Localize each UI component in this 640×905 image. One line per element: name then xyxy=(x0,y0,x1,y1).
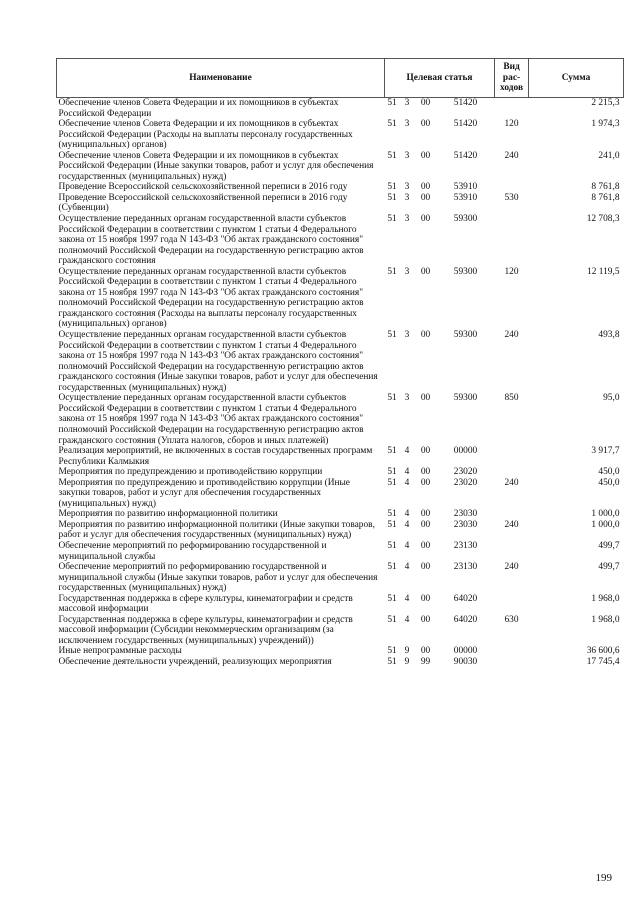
row-name: Проведение Всероссийской сельскохозяйственной переписи в 2016 году xyxy=(58,182,348,193)
table-row xyxy=(57,646,624,657)
row-expense-type xyxy=(495,646,529,657)
table-row xyxy=(57,467,624,478)
row-sum: 1 968,0 xyxy=(591,614,620,625)
row-expense-type: 120 xyxy=(504,266,519,277)
row-expense-type xyxy=(495,467,529,478)
row-expense-type: 240 xyxy=(504,477,519,488)
table-row xyxy=(57,562,624,594)
row-code-b: 4 xyxy=(404,540,410,551)
row-code-a: 51 xyxy=(387,646,397,657)
row-code-c: 99 xyxy=(420,656,431,667)
table-row xyxy=(57,214,624,267)
row-code-d: 51420 xyxy=(453,119,478,130)
row-name: Государственная поддержка в сфере культуры, кинематографии и средств массовой информации xyxy=(58,593,353,615)
row-code-c: 00 xyxy=(420,393,431,404)
row-code-c: 00 xyxy=(420,646,431,657)
row-code-a: 51 xyxy=(387,593,397,604)
row-code-c: 00 xyxy=(420,446,431,457)
row-code-b: 3 xyxy=(404,330,410,341)
row-code-a: 51 xyxy=(387,446,397,457)
row-name: Осуществление переданных органам государственной власти субъектов Российской Федерации в соответствии с пунктом 1 статьи 4 Федерального закона от 15 ноября 1997 года N 143-ФЗ "Об актах гражданского состояния" полномочий Российской Федерации на государственную регистрацию актов гражданского состояния (Уплата налогов, сборов и иных платежей) xyxy=(58,393,364,446)
row-code-a: 51 xyxy=(387,214,397,225)
row-code-d: 53910 xyxy=(453,192,478,203)
row-sum: 2 215,3 xyxy=(591,98,620,108)
row-code-c: 00 xyxy=(420,614,431,625)
table-row xyxy=(57,541,624,562)
row-sum: 450,0 xyxy=(598,477,620,488)
row-code-a: 51 xyxy=(387,509,397,520)
row-sum: 36 600,6 xyxy=(586,646,620,657)
table-row xyxy=(57,446,624,467)
row-code-d: 59300 xyxy=(453,214,478,225)
row-code-b: 4 xyxy=(404,562,410,573)
row-name: Мероприятия по развитию информационной политики xyxy=(58,509,278,520)
row-code-b: 4 xyxy=(404,467,410,478)
row-code-d: 00000 xyxy=(453,646,478,657)
row-sum: 12 119,5 xyxy=(587,266,620,277)
row-code-d: 23030 xyxy=(453,509,478,520)
row-code-c: 00 xyxy=(420,540,431,551)
row-code-a: 51 xyxy=(387,330,397,341)
row-sum: 1 000,0 xyxy=(591,509,620,520)
row-code-a: 51 xyxy=(387,540,397,551)
row-expense-type: 850 xyxy=(504,393,519,404)
table-row xyxy=(57,182,624,193)
row-name: Осуществление переданных органам государственной власти субъектов Российской Федерации в соответствии с пунктом 1 статьи 4 Федерального закона от 15 ноября 1997 года N 143-ФЗ "Об актах гражданского состояния" полномочий Российской Федерации на государственную регистрацию актов гражданского состояния (Иные закупки товаров, работ и услуг для обеспечения государственных (муниципальных) нужд) xyxy=(58,330,378,393)
row-code-a: 51 xyxy=(387,98,397,108)
row-code-a: 51 xyxy=(387,519,397,530)
row-sum: 8 761,8 xyxy=(591,182,620,193)
row-name: Мероприятия по предупреждению и противодействию коррупции xyxy=(58,467,323,478)
table-row xyxy=(57,478,624,510)
row-code-a: 51 xyxy=(387,614,397,625)
row-code-d: 59300 xyxy=(453,330,478,341)
row-sum: 499,7 xyxy=(598,540,620,551)
row-expense-type: 240 xyxy=(504,330,519,341)
row-name: Обеспечение мероприятий по реформированию государственной и муниципальной службы (Иные закупки товаров, работ и услуг для обеспечения государственных (муниципальных) нужд) xyxy=(58,562,378,594)
row-code-c: 00 xyxy=(420,330,431,341)
row-name: Обеспечение членов Совета Федерации и их помощников в субъектах Российской Федерации xyxy=(58,98,339,119)
row-code-d: 90030 xyxy=(453,656,478,667)
row-sum: 95,0 xyxy=(603,393,620,404)
row-code-a: 51 xyxy=(387,467,397,478)
row-expense-type: 240 xyxy=(504,519,519,530)
row-expense-type xyxy=(495,657,529,668)
row-code-c: 00 xyxy=(420,562,431,573)
row-code-b: 3 xyxy=(404,182,410,193)
header-target-article: Целевая статья xyxy=(385,59,495,98)
row-sum: 1 974,3 xyxy=(591,119,620,130)
row-code-c: 00 xyxy=(420,119,431,130)
row-sum: 12 708,3 xyxy=(586,214,620,225)
table-row xyxy=(57,98,624,120)
row-code-d: 23020 xyxy=(453,477,478,488)
row-code-b: 9 xyxy=(404,646,410,657)
row-code-d: 23130 xyxy=(453,540,478,551)
row-name: Осуществление переданных органам государственной власти субъектов Российской Федерации в соответствии с пунктом 1 статьи 4 Федерального закона от 15 ноября 1997 года N 143-ФЗ "Об актах гражданского состояния" полномочий Российской Федерации на государственную регистрацию актов гражданского состояния (Расходы на выплаты персоналу государственных (муниципальных) органов) xyxy=(58,266,364,330)
row-code-d: 00000 xyxy=(453,446,478,457)
row-name: Обеспечение членов Совета Федерации и их помощников в субъектах Российской Федерации (Иные закупки товаров, работ и услуг для обеспечения государственных (муниципальных) нужд) xyxy=(58,150,374,182)
row-code-a: 51 xyxy=(387,182,397,193)
table-row xyxy=(57,657,624,668)
table-body xyxy=(57,98,624,668)
row-name: Проведение Всероссийской сельскохозяйственной переписи в 2016 году (Субвенции) xyxy=(58,192,348,214)
row-code-b: 3 xyxy=(404,192,410,203)
row-code-d: 64020 xyxy=(453,593,478,604)
row-expense-type: 630 xyxy=(504,614,519,625)
row-sum: 493,8 xyxy=(598,330,620,341)
row-code-b: 4 xyxy=(404,477,410,488)
table-row xyxy=(57,267,624,330)
table-row xyxy=(57,393,624,446)
row-code-c: 00 xyxy=(420,477,431,488)
row-code-d: 59300 xyxy=(453,266,478,277)
row-name: Обеспечение членов Совета Федерации и их помощников в субъектах Российской Федерации (Расходы на выплаты персоналу государственных (муниципальных) органов) xyxy=(58,119,353,151)
row-code-a: 51 xyxy=(387,656,397,667)
row-expense-type: 240 xyxy=(504,562,519,573)
row-expense-type xyxy=(495,98,529,120)
row-name: Реализация мероприятий, не включенных в состав государственных программ Республики Калмыкия xyxy=(58,446,373,467)
row-expense-type: 240 xyxy=(504,150,519,161)
row-code-c: 00 xyxy=(420,98,431,108)
table-row xyxy=(57,520,624,541)
row-code-c: 00 xyxy=(420,182,431,193)
row-sum: 450,0 xyxy=(598,467,620,478)
table-header-row xyxy=(57,59,624,98)
row-code-a: 51 xyxy=(387,150,397,161)
row-name: Мероприятия по развитию информационной политики (Иные закупки товаров, работ и услуг для обеспечения государственных (муниципальных) нужд) xyxy=(58,519,375,541)
row-code-d: 23030 xyxy=(453,519,478,530)
row-name: Обеспечение деятельности учреждений, реализующих мероприятия xyxy=(58,656,332,667)
row-code-c: 00 xyxy=(420,214,431,225)
row-code-c: 00 xyxy=(420,509,431,520)
row-code-d: 64020 xyxy=(453,614,478,625)
row-code-c: 00 xyxy=(420,467,431,478)
row-name: Мероприятия по предупреждению и противодействию коррупции (Иные закупки товаров, работ и услуг для обеспечения государственных (муниципальных) нужд) xyxy=(58,477,350,509)
header-expense-type: Вид рас-ходов xyxy=(495,59,529,98)
header-sum: Сумма xyxy=(529,59,624,98)
row-code-d: 53910 xyxy=(453,182,478,193)
row-name: Государственная поддержка в сфере культуры, кинематографии и средств массовой информации (Субсидии некоммерческим организациям (за исключением государственных (муниципальных) учреждений)) xyxy=(58,614,353,646)
budget-table xyxy=(56,58,624,668)
row-code-b: 3 xyxy=(404,214,410,225)
row-sum: 1 968,0 xyxy=(591,593,620,604)
row-expense-type: 120 xyxy=(504,119,519,130)
row-code-d: 23020 xyxy=(453,467,478,478)
row-name: Иные непрограммные расходы xyxy=(58,646,182,657)
row-code-c: 00 xyxy=(420,150,431,161)
row-expense-type xyxy=(495,594,529,615)
table-row xyxy=(57,594,624,615)
table-row xyxy=(57,615,624,647)
row-code-b: 3 xyxy=(404,393,410,404)
row-code-b: 4 xyxy=(404,446,410,457)
row-code-d: 59300 xyxy=(453,393,478,404)
row-code-a: 51 xyxy=(387,192,397,203)
row-code-c: 00 xyxy=(420,266,431,277)
row-code-b: 4 xyxy=(404,593,410,604)
budget-table-container xyxy=(56,58,623,668)
row-expense-type xyxy=(495,541,529,562)
row-code-b: 3 xyxy=(404,98,410,108)
table-row xyxy=(57,193,624,214)
row-code-a: 51 xyxy=(387,562,397,573)
table-row xyxy=(57,509,624,520)
row-code-c: 00 xyxy=(420,192,431,203)
row-code-b: 3 xyxy=(404,266,410,277)
row-code-b: 3 xyxy=(404,150,410,161)
row-expense-type xyxy=(495,214,529,267)
row-code-b: 4 xyxy=(404,614,410,625)
row-sum: 1 000,0 xyxy=(591,519,620,530)
row-code-a: 51 xyxy=(387,266,397,277)
row-code-b: 4 xyxy=(404,519,410,530)
row-name: Осуществление переданных органам государственной власти субъектов Российской Федерации в соответствии с пунктом 1 статьи 4 Федерального закона от 15 ноября 1997 года N 143-ФЗ "Об актах гражданского состояния" полномочий Российской Федерации на государственную регистрацию актов гражданского состояния xyxy=(58,214,364,267)
row-code-b: 9 xyxy=(404,656,410,667)
header-name: Наименование xyxy=(57,59,385,98)
row-name: Обеспечение мероприятий по реформированию государственной и муниципальной службы xyxy=(58,540,327,562)
row-expense-type: 530 xyxy=(504,192,519,203)
row-code-a: 51 xyxy=(387,393,397,404)
table-row xyxy=(57,151,624,183)
row-code-b: 4 xyxy=(404,509,410,520)
row-code-c: 00 xyxy=(420,593,431,604)
row-code-d: 51420 xyxy=(453,98,478,108)
row-code-a: 51 xyxy=(387,119,397,130)
page-number: 199 xyxy=(595,872,612,884)
row-sum: 241,0 xyxy=(598,150,620,161)
row-code-d: 51420 xyxy=(453,150,478,161)
table-row xyxy=(57,330,624,393)
row-code-c: 00 xyxy=(420,519,431,530)
row-expense-type xyxy=(495,446,529,467)
row-sum: 8 761,8 xyxy=(591,192,620,203)
row-code-b: 3 xyxy=(404,119,410,130)
row-sum: 499,7 xyxy=(598,562,620,573)
row-code-a: 51 xyxy=(387,477,397,488)
row-sum: 3 917,7 xyxy=(591,446,620,457)
row-expense-type xyxy=(495,509,529,520)
row-expense-type xyxy=(495,182,529,193)
row-sum: 17 745,4 xyxy=(586,656,620,667)
table-row xyxy=(57,119,624,151)
row-code-d: 23130 xyxy=(453,562,478,573)
